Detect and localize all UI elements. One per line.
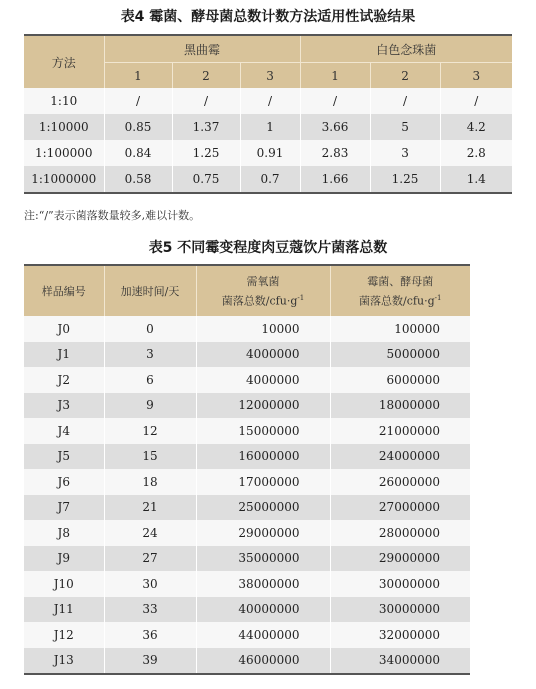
table-row bbox=[24, 88, 512, 114]
table5-time-cell: 6 bbox=[104, 367, 196, 393]
table5-time-cell: 33 bbox=[104, 597, 196, 623]
table4-value-cell: / bbox=[104, 88, 172, 114]
table4-group-aspergillus-niger: 黑曲霉 bbox=[104, 35, 300, 63]
table4-method-header: 方法 bbox=[24, 35, 104, 88]
table4-value-cell: / bbox=[370, 88, 440, 114]
table5-mold-cell: 6000000 bbox=[330, 367, 470, 393]
table4-value-cell: / bbox=[440, 88, 512, 114]
table5-mold-cell: 28000000 bbox=[330, 520, 470, 546]
table-row bbox=[24, 418, 470, 444]
table-row bbox=[24, 571, 470, 597]
table5-aerobic-cell: 15000000 bbox=[196, 418, 330, 444]
table-row bbox=[24, 114, 512, 140]
table5-aerobic-cell: 25000000 bbox=[196, 495, 330, 521]
table-row bbox=[24, 367, 470, 393]
table5-aerobic-header-line2: 菌落总数$/cfu\cdot g^{-1}$ bbox=[221, 293, 305, 308]
table5-mold-cell: 100000 bbox=[330, 316, 470, 342]
table5-sample-cell: J11 bbox=[24, 597, 104, 623]
table5-aerobic-cell: 16000000 bbox=[196, 444, 330, 470]
table5-time-cell: 9 bbox=[104, 393, 196, 419]
table4 bbox=[24, 34, 512, 194]
table-row bbox=[24, 622, 470, 648]
table-row bbox=[24, 648, 470, 675]
table5-time-cell: 12 bbox=[104, 418, 196, 444]
table4-value-cell: 1.66 bbox=[300, 166, 370, 193]
table5-sample-cell: J0 bbox=[24, 316, 104, 342]
table5-aerobic-cell: 4000000 bbox=[196, 367, 330, 393]
table-row bbox=[24, 597, 470, 623]
table-row bbox=[24, 469, 470, 495]
table5-time-cell: 39 bbox=[104, 648, 196, 675]
table-row bbox=[24, 393, 470, 419]
table4-value-cell: 2.8 bbox=[440, 140, 512, 166]
table5-mold-cell: 27000000 bbox=[330, 495, 470, 521]
table5-time-cell: 36 bbox=[104, 622, 196, 648]
table4-method-cell: 1:10000 bbox=[24, 114, 104, 140]
table5-time-header: 加速时间/天 bbox=[104, 265, 196, 316]
table5-sample-cell: J1 bbox=[24, 342, 104, 368]
table5-mold-header-line1: 霉菌、酵母菌 bbox=[367, 274, 434, 288]
table4-value-cell: 0.84 bbox=[104, 140, 172, 166]
table-row bbox=[24, 316, 470, 342]
table5-aerobic-cell: 4000000 bbox=[196, 342, 330, 368]
table5-time-cell: 21 bbox=[104, 495, 196, 521]
table5-mold-cell: 5000000 bbox=[330, 342, 470, 368]
table4-sub-header: 1 bbox=[104, 63, 172, 89]
table5-sample-cell: J9 bbox=[24, 546, 104, 572]
table5 bbox=[24, 264, 470, 675]
table5-aerobic-cell: 46000000 bbox=[196, 648, 330, 675]
table5-time-cell: 15 bbox=[104, 444, 196, 470]
table5-mold-cell: 24000000 bbox=[330, 444, 470, 470]
table4-value-cell: 1.25 bbox=[370, 166, 440, 193]
table4-value-cell: 0.85 bbox=[104, 114, 172, 140]
table4-value-cell: 5 bbox=[370, 114, 440, 140]
table5-mold-header bbox=[330, 265, 470, 316]
table5-time-cell: 24 bbox=[104, 520, 196, 546]
table4-value-cell: 4.2 bbox=[440, 114, 512, 140]
table4-value-cell: 3.66 bbox=[300, 114, 370, 140]
table-row bbox=[24, 444, 470, 470]
table5-aerobic-cell: 29000000 bbox=[196, 520, 330, 546]
table5-aerobic-cell: 35000000 bbox=[196, 546, 330, 572]
table4-value-cell: 0.58 bbox=[104, 166, 172, 193]
table5-body bbox=[24, 316, 470, 674]
table4-sub-header: 1 bbox=[300, 63, 370, 89]
table5-mold-cell: 21000000 bbox=[330, 418, 470, 444]
table5-sample-cell: J10 bbox=[24, 571, 104, 597]
table4-sub-header: 3 bbox=[440, 63, 512, 89]
table5-sample-cell: J3 bbox=[24, 393, 104, 419]
table4-value-cell: / bbox=[300, 88, 370, 114]
table5-sample-cell: J7 bbox=[24, 495, 104, 521]
table4-value-cell: 0.75 bbox=[172, 166, 240, 193]
table5-time-cell: 18 bbox=[104, 469, 196, 495]
table4-value-cell: 0.7 bbox=[240, 166, 300, 193]
table4-method-cell: 1:100000 bbox=[24, 140, 104, 166]
table4-value-cell: 1.4 bbox=[440, 166, 512, 193]
table5-sample-cell: J8 bbox=[24, 520, 104, 546]
table5-aerobic-cell: 10000 bbox=[196, 316, 330, 342]
table4-value-cell: / bbox=[172, 88, 240, 114]
table5-mold-cell: 30000000 bbox=[330, 571, 470, 597]
table-row bbox=[24, 166, 512, 193]
table5-mold-cell: 32000000 bbox=[330, 622, 470, 648]
table5-aerobic-cell: 44000000 bbox=[196, 622, 330, 648]
table4-sub-header: 2 bbox=[370, 63, 440, 89]
table5-sample-cell: J6 bbox=[24, 469, 104, 495]
table5-mold-cell: 29000000 bbox=[330, 546, 470, 572]
table-row bbox=[24, 520, 470, 546]
table5-caption: 表5 不同霉变程度肉豆蔻饮片菌落总数 bbox=[148, 240, 388, 256]
table5-mold-cell: 34000000 bbox=[330, 648, 470, 675]
table-row bbox=[24, 342, 470, 368]
table4-value-cell: 1 bbox=[240, 114, 300, 140]
table5-time-cell: 27 bbox=[104, 546, 196, 572]
table4-value-cell: 2.83 bbox=[300, 140, 370, 166]
table4-value-cell: / bbox=[240, 88, 300, 114]
table4-body bbox=[24, 88, 512, 193]
table4-caption: 表4 霉菌、酵母菌总数计数方法适用性试验结果 bbox=[120, 9, 416, 25]
table4-value-cell: 1.25 bbox=[172, 140, 240, 166]
table5-mold-header-line2: 菌落总数$/cfu\cdot g^{-1}$ bbox=[359, 293, 442, 308]
table4-sub-header: 3 bbox=[240, 63, 300, 89]
table-row bbox=[24, 495, 470, 521]
table5-aerobic-cell: 17000000 bbox=[196, 469, 330, 495]
table4-value-cell: 1.37 bbox=[172, 114, 240, 140]
table5-sample-cell: J4 bbox=[24, 418, 104, 444]
table4-sub-header: 2 bbox=[172, 63, 240, 89]
table5-sample-cell: J12 bbox=[24, 622, 104, 648]
table4-value-cell: 3 bbox=[370, 140, 440, 166]
table5-time-cell: 30 bbox=[104, 571, 196, 597]
table5-sample-cell: J5 bbox=[24, 444, 104, 470]
table5-aerobic-cell: 12000000 bbox=[196, 393, 330, 419]
table5-time-cell: 3 bbox=[104, 342, 196, 368]
table5-mold-cell: 18000000 bbox=[330, 393, 470, 419]
table5-aerobic-header-line1: 需氧菌 bbox=[246, 274, 280, 288]
table4-method-cell: 1:10 bbox=[24, 88, 104, 114]
table5-sample-header: 样品编号 bbox=[24, 265, 104, 316]
table5-time-cell: 0 bbox=[104, 316, 196, 342]
table4-method-cell: 1:1000000 bbox=[24, 166, 104, 193]
table5-aerobic-cell: 38000000 bbox=[196, 571, 330, 597]
table5-sample-cell: J2 bbox=[24, 367, 104, 393]
table4-value-cell: 0.91 bbox=[240, 140, 300, 166]
table5-aerobic-header bbox=[196, 265, 330, 316]
table5-mold-cell: 30000000 bbox=[330, 597, 470, 623]
table5-sample-cell: J13 bbox=[24, 648, 104, 675]
table4-group-candida-albicans: 白色念珠菌 bbox=[300, 35, 512, 63]
table4-note: 注:“/”表示菌落数量较多,难以计数。 bbox=[24, 209, 201, 222]
table5-mold-cell: 26000000 bbox=[330, 469, 470, 495]
table-row bbox=[24, 140, 512, 166]
table-row bbox=[24, 546, 470, 572]
table5-aerobic-cell: 40000000 bbox=[196, 597, 330, 623]
